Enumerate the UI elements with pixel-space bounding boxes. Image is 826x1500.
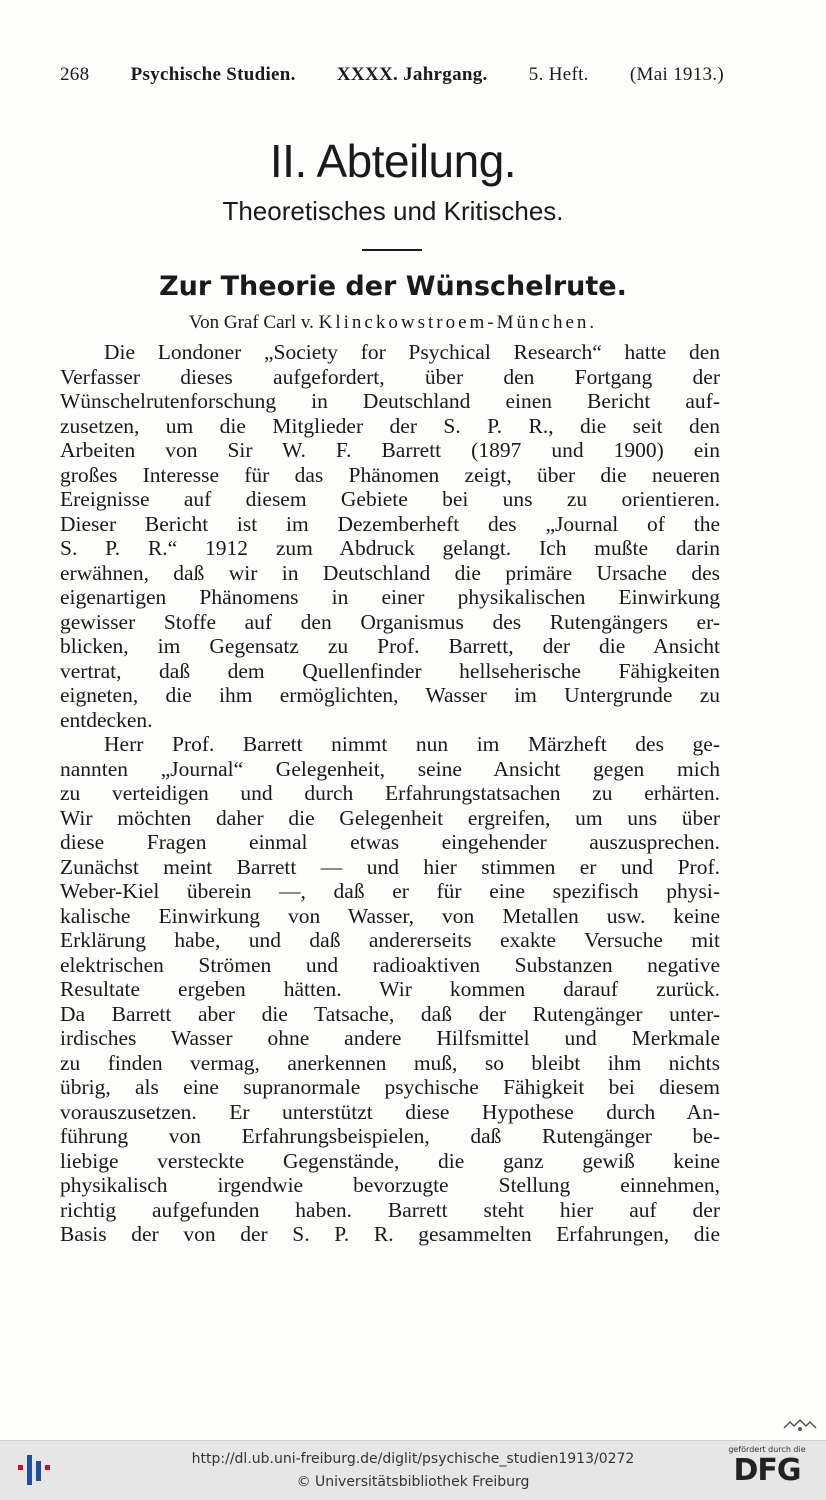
text-line: eigneten, die ihm ermöglichten, Wasser im Untergrunde zu bbox=[60, 683, 720, 707]
sponsor-text: gefördert durch die bbox=[728, 1445, 806, 1454]
section-title: II. Abteilung. bbox=[269, 135, 517, 187]
volume: XXXX. Jahrgang. bbox=[336, 64, 488, 85]
text-line: S. P. R.“ 1912 zum Abdruck gelangt. Ich mußte darin bbox=[60, 536, 720, 560]
copyright-notice: © Universitätsbibliothek Freiburg bbox=[296, 1474, 530, 1490]
text-line: zusetzen, um die Mitglieder der S. P. R., die seit den bbox=[60, 413, 720, 438]
text-line: großes Interesse für das Phänomen zeigt, über die neueren bbox=[60, 462, 720, 487]
divider-rule bbox=[362, 249, 422, 251]
text-line: entdecken. bbox=[60, 707, 153, 732]
text-line: Ereignisse auf diesem Gebiete bei uns zu orientieren. bbox=[60, 487, 720, 511]
text-line: Erklärung habe, und daß andererseits exakte Versuche mit bbox=[60, 928, 720, 952]
text-line: Herr Prof. Barrett nimmt nun im Märzheft des ge- bbox=[104, 732, 720, 756]
text-line: nannten „Journal“ Gelegenheit, seine Ansicht gegen mich bbox=[60, 756, 720, 781]
text-line: irdisches Wasser ohne andere Hilfsmittel und Merkmale bbox=[60, 1026, 720, 1050]
text-line: Verfasser dieses aufgefordert, über den Fortgang der bbox=[60, 364, 720, 389]
text-line: Basis der von der S. P. R. gesammelten Erfahrungen, die bbox=[60, 1222, 720, 1246]
ornament-icon bbox=[780, 1416, 820, 1434]
text-line: gewisser Stoffe auf den Organismus des Rutengängers er- bbox=[60, 609, 720, 634]
byline-author: Klinckowstroem-München. bbox=[318, 312, 598, 333]
text-line: Die Londoner „Society for Psychical Research“ hatte den bbox=[104, 340, 720, 364]
dfg-logo: DFG bbox=[733, 1453, 801, 1488]
permalink-url[interactable]: http://dl.ub.uni-freiburg.de/diglit/psychische_studien1913/0272 bbox=[191, 1451, 635, 1467]
journal-name: Psychische Studien. bbox=[130, 64, 296, 85]
text-line: Arbeiten von Sir W. F. Barrett (1897 und 1900) ein bbox=[60, 438, 720, 462]
running-head bbox=[60, 64, 724, 86]
text-line: führung von Erfahrungsbeispielen, daß Rutengänger be- bbox=[60, 1124, 720, 1148]
text-line: Zunächst meint Barrett — und hier stimmen er und Prof. bbox=[60, 854, 720, 879]
issue-date: (Mai 1913.) bbox=[629, 64, 724, 85]
text-line: zu verteidigen und durch Erfahrungstatsachen zu erhärten. bbox=[60, 781, 720, 805]
byline bbox=[0, 312, 786, 334]
text-line: Resultate ergeben hätten. Wir kommen darauf zurück. bbox=[60, 977, 720, 1001]
text-line: Dieser Bericht ist im Dezemberheft des „Journal of the bbox=[60, 511, 720, 536]
text-line: eigenartigen Phänomens in einer physikalischen Einwirkung bbox=[60, 585, 720, 609]
text-line: Wir möchten daher die Gelegenheit ergreifen, um uns über bbox=[60, 805, 720, 830]
text-line: Wünschelrutenforschung in Deutschland einen Bericht auf- bbox=[60, 389, 720, 413]
text-line: blicken, im Gegensatz zu Prof. Barrett, der die Ansicht bbox=[60, 634, 720, 658]
text-line: erwähnen, daß wir in Deutschland die primäre Ursache des bbox=[60, 560, 720, 585]
text-line: physikalisch irgendwie bevorzugte Stellung einnehmen, bbox=[60, 1173, 720, 1197]
text-line: Weber-Kiel überein —, daß er für eine spezifisch physi- bbox=[60, 879, 720, 903]
text-line: vorauszusetzen. Er unterstützt diese Hypothese durch An- bbox=[60, 1099, 720, 1124]
section-subtitle: Theoretisches und Kritisches. bbox=[222, 196, 564, 226]
text-line: zu finden vermag, anerkennen muß, so bleibt ihm nichts bbox=[60, 1050, 720, 1075]
issue: 5. Heft. bbox=[528, 64, 589, 85]
text-line: vertrat, daß dem Quellenfinder hellseherische Fähigkeiten bbox=[60, 658, 720, 683]
sponsor-block bbox=[720, 1445, 814, 1487]
text-line: Da Barrett aber die Tatsache, daß der Rutengänger unter- bbox=[60, 1001, 720, 1026]
footer-bar bbox=[0, 1440, 826, 1500]
article-body bbox=[60, 340, 720, 1247]
text-line: elektrischen Strömen und radioaktiven Substanzen negative bbox=[60, 952, 720, 977]
text-line: übrig, als eine supranormale psychische Fähigkeit bei diesem bbox=[60, 1075, 720, 1099]
page-number: 268 bbox=[60, 64, 90, 85]
text-line: diese Fragen einmal etwas eingehender auszusprechen. bbox=[60, 830, 720, 854]
text-line: richtig aufgefunden haben. Barrett steht hier auf der bbox=[60, 1197, 720, 1222]
byline-prefix: Von Graf Carl v. bbox=[188, 312, 314, 333]
article-title: Zur Theorie der Wünschelrute. bbox=[159, 271, 627, 302]
text-line: liebige versteckte Gegenstände, die ganz gewiß keine bbox=[60, 1148, 720, 1173]
text-line: kalische Einwirkung von Wasser, von Metallen usw. keine bbox=[60, 903, 720, 928]
